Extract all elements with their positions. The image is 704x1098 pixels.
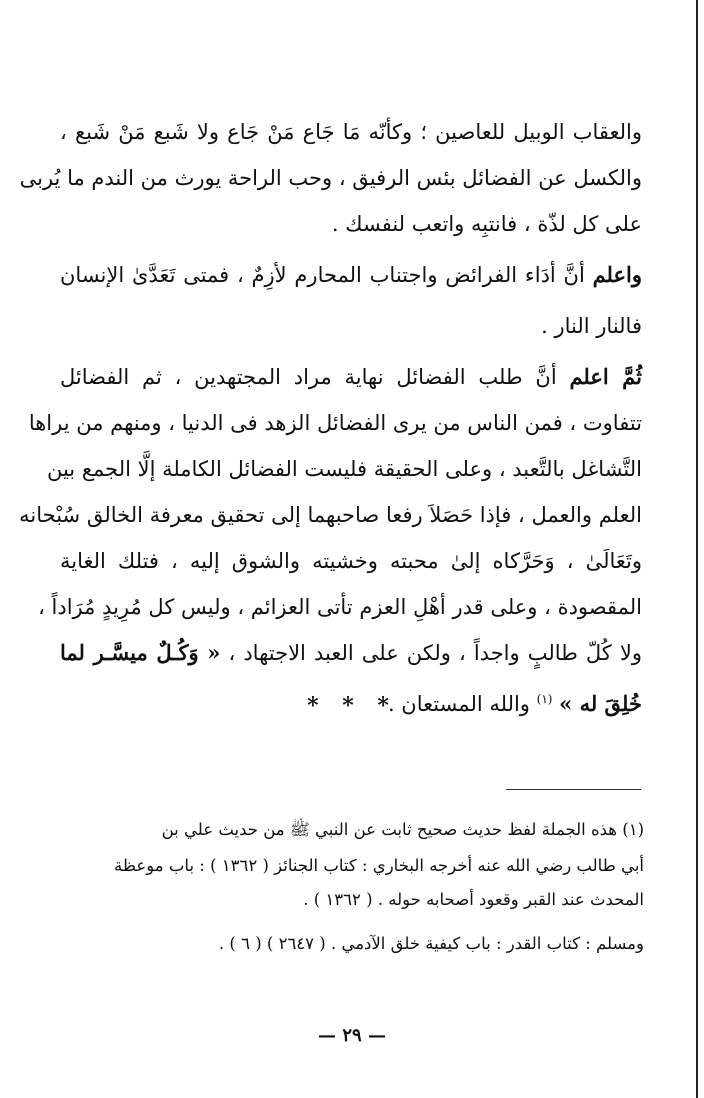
footnote-line-1: (١) هذه الجملة لفظ حديث صحيح ثابت عن النبي ﷺ من حديث علي بن [161, 820, 644, 839]
paragraph-3-line-4: العلم والعمل ، فإذا حَصَلاَ رفعا صاحبهما إلى تحقيق معرفة الخالق سُبْحانه [19, 503, 642, 527]
paragraph-3-line-2: تتفاوت ، فمن الناس من يرى الفضائل الزهد فى الدنيا ، ومنهم من يراها [28, 411, 642, 435]
page-edge-rule [696, 0, 698, 1098]
paragraph-2-line-1: واعلم أنَّ أدَاء الفرائض واجتناب المحارم لأزِمٌ ، فمتى تَعَدَّىٰ الإنسان [60, 262, 642, 287]
footnote [19, 0, 644, 980]
footnote-line-4: ومسلم : كتاب القدر : باب كيفية خلق الآدمي . ( ٢٦٤٧ ) ( ٦ ) . [218, 934, 644, 953]
page-number: — ٢٩ — [318, 1025, 386, 1046]
paragraph-3-line-1: ثُمَّ اعلم أنَّ طلب الفضائل نهاية مراد المجتهدين ، ثم الفضائل [60, 364, 642, 389]
paragraph-1-line-1: والعقاب الوبيل للعاصين ؛ وكأنّه مَا جَاع مَنْ جَاع ولا شَبع مَنْ شَبع ، [60, 120, 642, 144]
paragraph-1-line-3: على كل لذّة ، فانتبِه واتعب لنفسك . [331, 212, 642, 236]
quote-start: « وَكُـلٌ ميسَّـر لما [60, 640, 221, 665]
paragraph-1-line-2: والكسل عن الفضائل بئس الرفيق ، وحب الراحة يورث من الندم ما يُربى [19, 166, 642, 190]
section-separator: * * * [307, 693, 397, 719]
paragraph-2-line-2: فالنار النار . [541, 314, 642, 338]
paragraph-3-line-7: ولا كُلّ طالبٍ واجداً ، ولكن على العبد الاجتهاد ، « وَكُـلٌ ميسَّـر لما [60, 640, 642, 665]
paragraph-3-line-8: خُلِقَ له » $^{(١)}$ والله المستعان . [387, 691, 642, 716]
paragraph-3-line-3: التَّشاغل بالتَّعبد ، وعلى الحقيقة فليست الفضائل الكاملة إلَّا الجمع بين [46, 457, 642, 481]
paragraph-3-lead: ثُمَّ اعلم [569, 364, 642, 389]
paragraph-2-lead: واعلم [592, 262, 642, 287]
quote-end: خُلِقَ له » [559, 691, 642, 716]
paragraph-3-line-6: المقصودة ، وعلى قدر أهْلِ العزم تأتى العزائم ، وليس كل مُرِيدٍ مُرَاداً ، [38, 595, 642, 619]
paragraph-3-line-5: وتَعَالَىٰ ، وَحَرَّكاه إلىٰ محبته وخشيته والشوق إليه ، فتلك الغاية [60, 549, 642, 573]
footnote-line-2: أبي طالب رضي الله عنه أخرجه البخاري : كتاب الجنائز ( ١٣٦٢ ) : باب موعظة [114, 856, 644, 875]
footnote-marker: (١) [536, 692, 553, 706]
footnote-line-3: المحدث عند القبر وقعود أصحابه حوله . ( ١٣٦٢ ) . [303, 890, 644, 909]
